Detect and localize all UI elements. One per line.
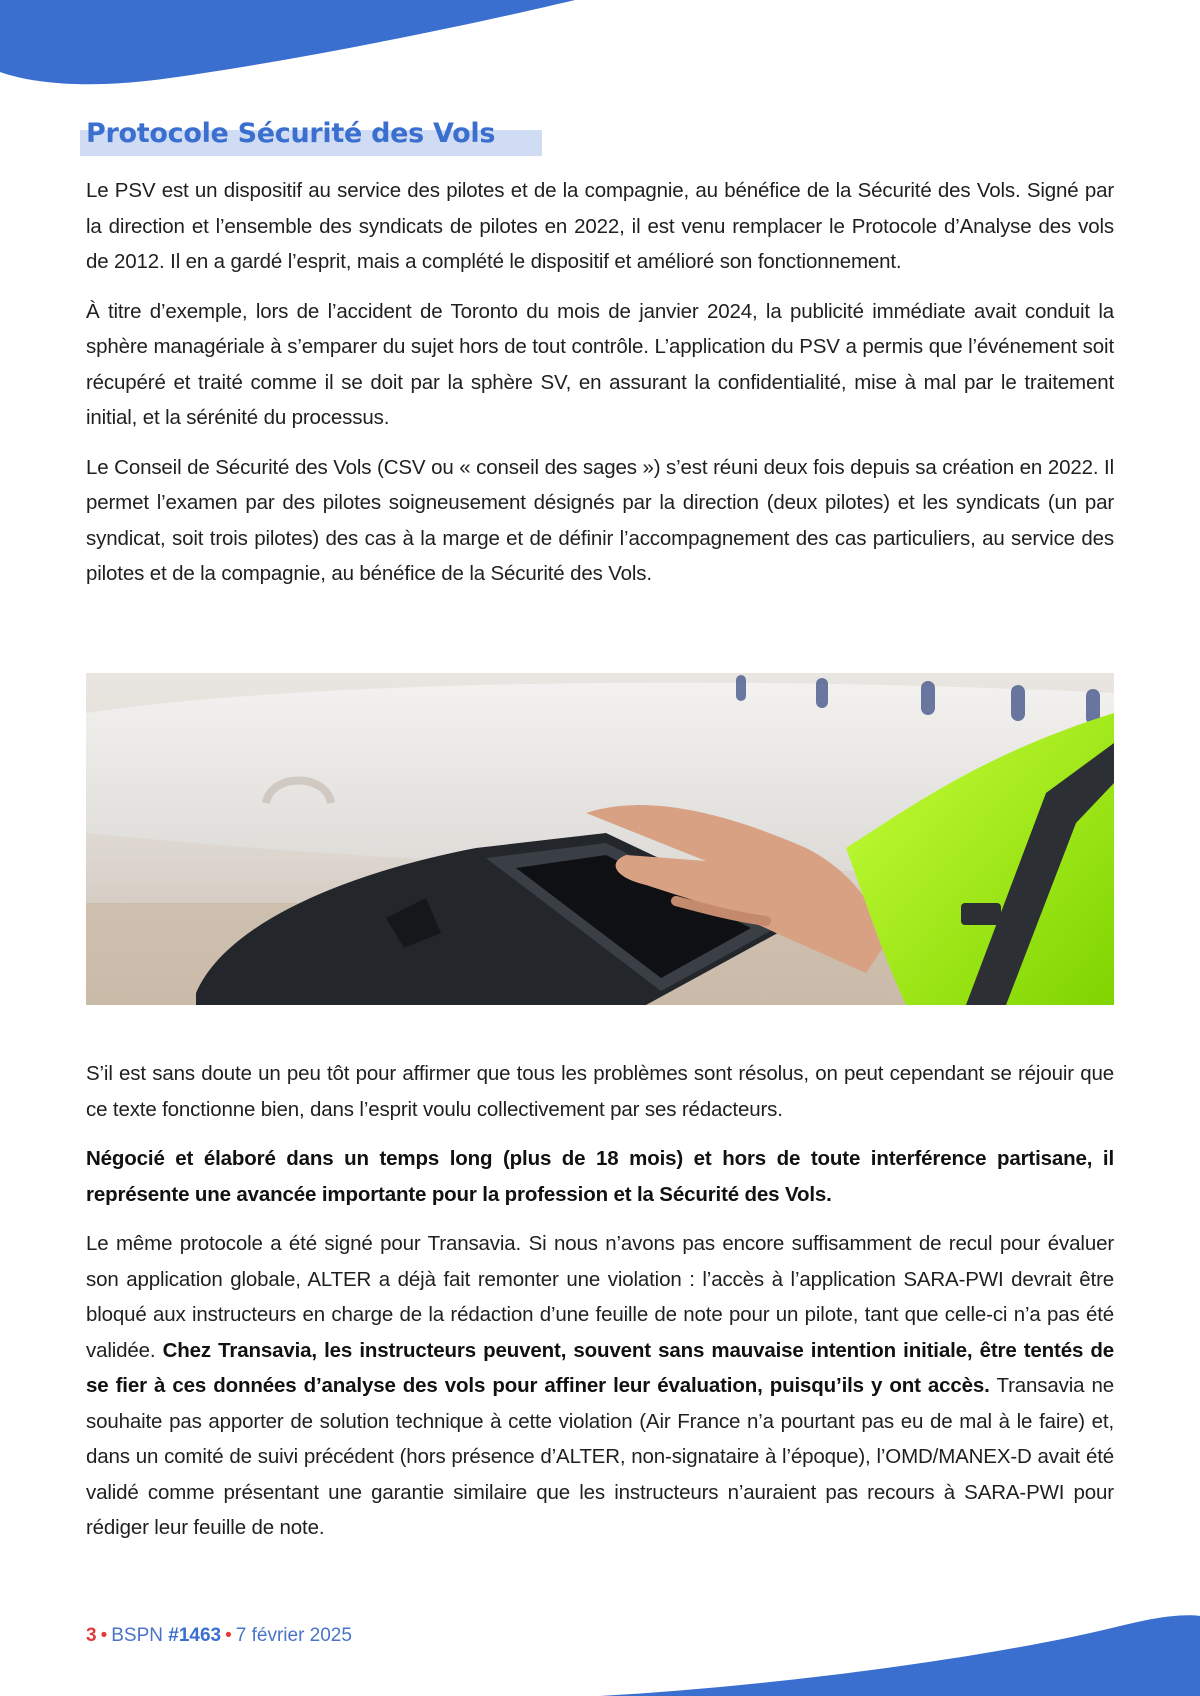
paragraph-transavia — [86, 1226, 1114, 1546]
title-block — [86, 118, 495, 149]
footer-separator: • — [225, 1625, 232, 1646]
paragraph-csv: Le Conseil de Sécurité des Vols (CSV ou « conseil des sages ») s’est réuni deux fois depuis sa création en 2022. Il permet l’examen par des pilotes soigneusement désignés par la direction (deux pilotes) et les syndicats (un par syndicat, soit trois pilotes) des cas à la marge et de définir l’accompagnement des cas particuliers, au service des pilotes et de la compagnie, au bénéfice de la Sécurité des Vols. — [86, 455, 1114, 585]
paragraph-toronto-example: À titre d’exemple, lors de l’accident de Toronto du mois de janvier 2024, la publicité immédiate avait conduit la sphère managériale à s’emparer du sujet hors de tout contrôle. L’application du PSV a permis que l’événement soit récupéré et traité comme il se doit par la sphère SV, en assurant la confidentialité, mise à mal par le traitement initial, et la sérénité du processus. — [86, 299, 1114, 429]
issue-number: #1463 — [168, 1625, 222, 1646]
tablet-photo — [86, 673, 1114, 1005]
paragraph-psv-intro: Le PSV est un dispositif au service des pilotes et de la compagnie, au bénéfice de la Sécurité des Vols. Signé par la direction et l’ensemble des syndicats de pilotes en 2022, il est venu remplacer le Protocole d’Analyse des vols de 2012. Il en a gardé l’esprit, mais a complété le dispositif et amélioré son fonctionnement. — [86, 179, 1114, 273]
publication-date: 7 février 2025 — [235, 1625, 352, 1646]
paragraph-negotiation-highlight: Négocié et élaboré dans un temps long (plus de 18 mois) et hors de toute interférence partisane, il représente une avancée importante pour la profession et la Sécurité des Vols. — [86, 1147, 1114, 1206]
intro-text — [86, 173, 1114, 606]
paragraph-early-assessment: S’il est sans doute un peu tôt pour affirmer que tous les problèmes sont résolus, on peut cependant se réjouir que ce texte fonctionne bien, dans l’esprit voulu collectivement par ses rédacteurs. — [86, 1062, 1114, 1121]
page-number: 3 — [86, 1625, 97, 1646]
transavia-bold-statement: Chez Transavia, les instructeurs peuvent, souvent sans mauvaise intention initiale, être tentés de se fier à ces données d’analyse des vols pour affiner leur évaluation, puisqu’ils y ont accès. — [86, 1338, 1115, 1397]
closing-text — [86, 1056, 1114, 1560]
page-title: Protocole Sécurité des Vols — [86, 118, 496, 149]
top-wave-decoration — [0, 0, 1200, 100]
transavia-text-part1: Le même protocole a été signé pour Transavia. Si nous n’avons pas encore suffisamment de recul pour évaluer son application globale, ALTER a déjà fait remonter une violation : l’accès à l’application SARA-PWI devrait être bloqué aux instructeurs en charge de la rédaction d’une feuille de note pour un pilote, tant que celle-ci n’a pas été validée. — [86, 1232, 1114, 1362]
bottom-wave-decoration — [0, 1596, 1200, 1696]
transavia-text-part2: Transavia ne souhaite pas apporter de solution technique à cette violation (Air France n’a pourtant pas eu de mal à le faire) et, dans un comité de suivi précédent (hors présence d’ALTER, non-signataire à l’époque), l’OMD/MANEX-D avait été validé comme présentant une garantie similaire que les instructeurs n’auraient pas recours à SARA-PWI pour rédiger leur feuille de note. — [86, 1374, 1114, 1539]
publication-name: BSPN — [111, 1625, 163, 1646]
footer-separator: • — [100, 1625, 108, 1646]
